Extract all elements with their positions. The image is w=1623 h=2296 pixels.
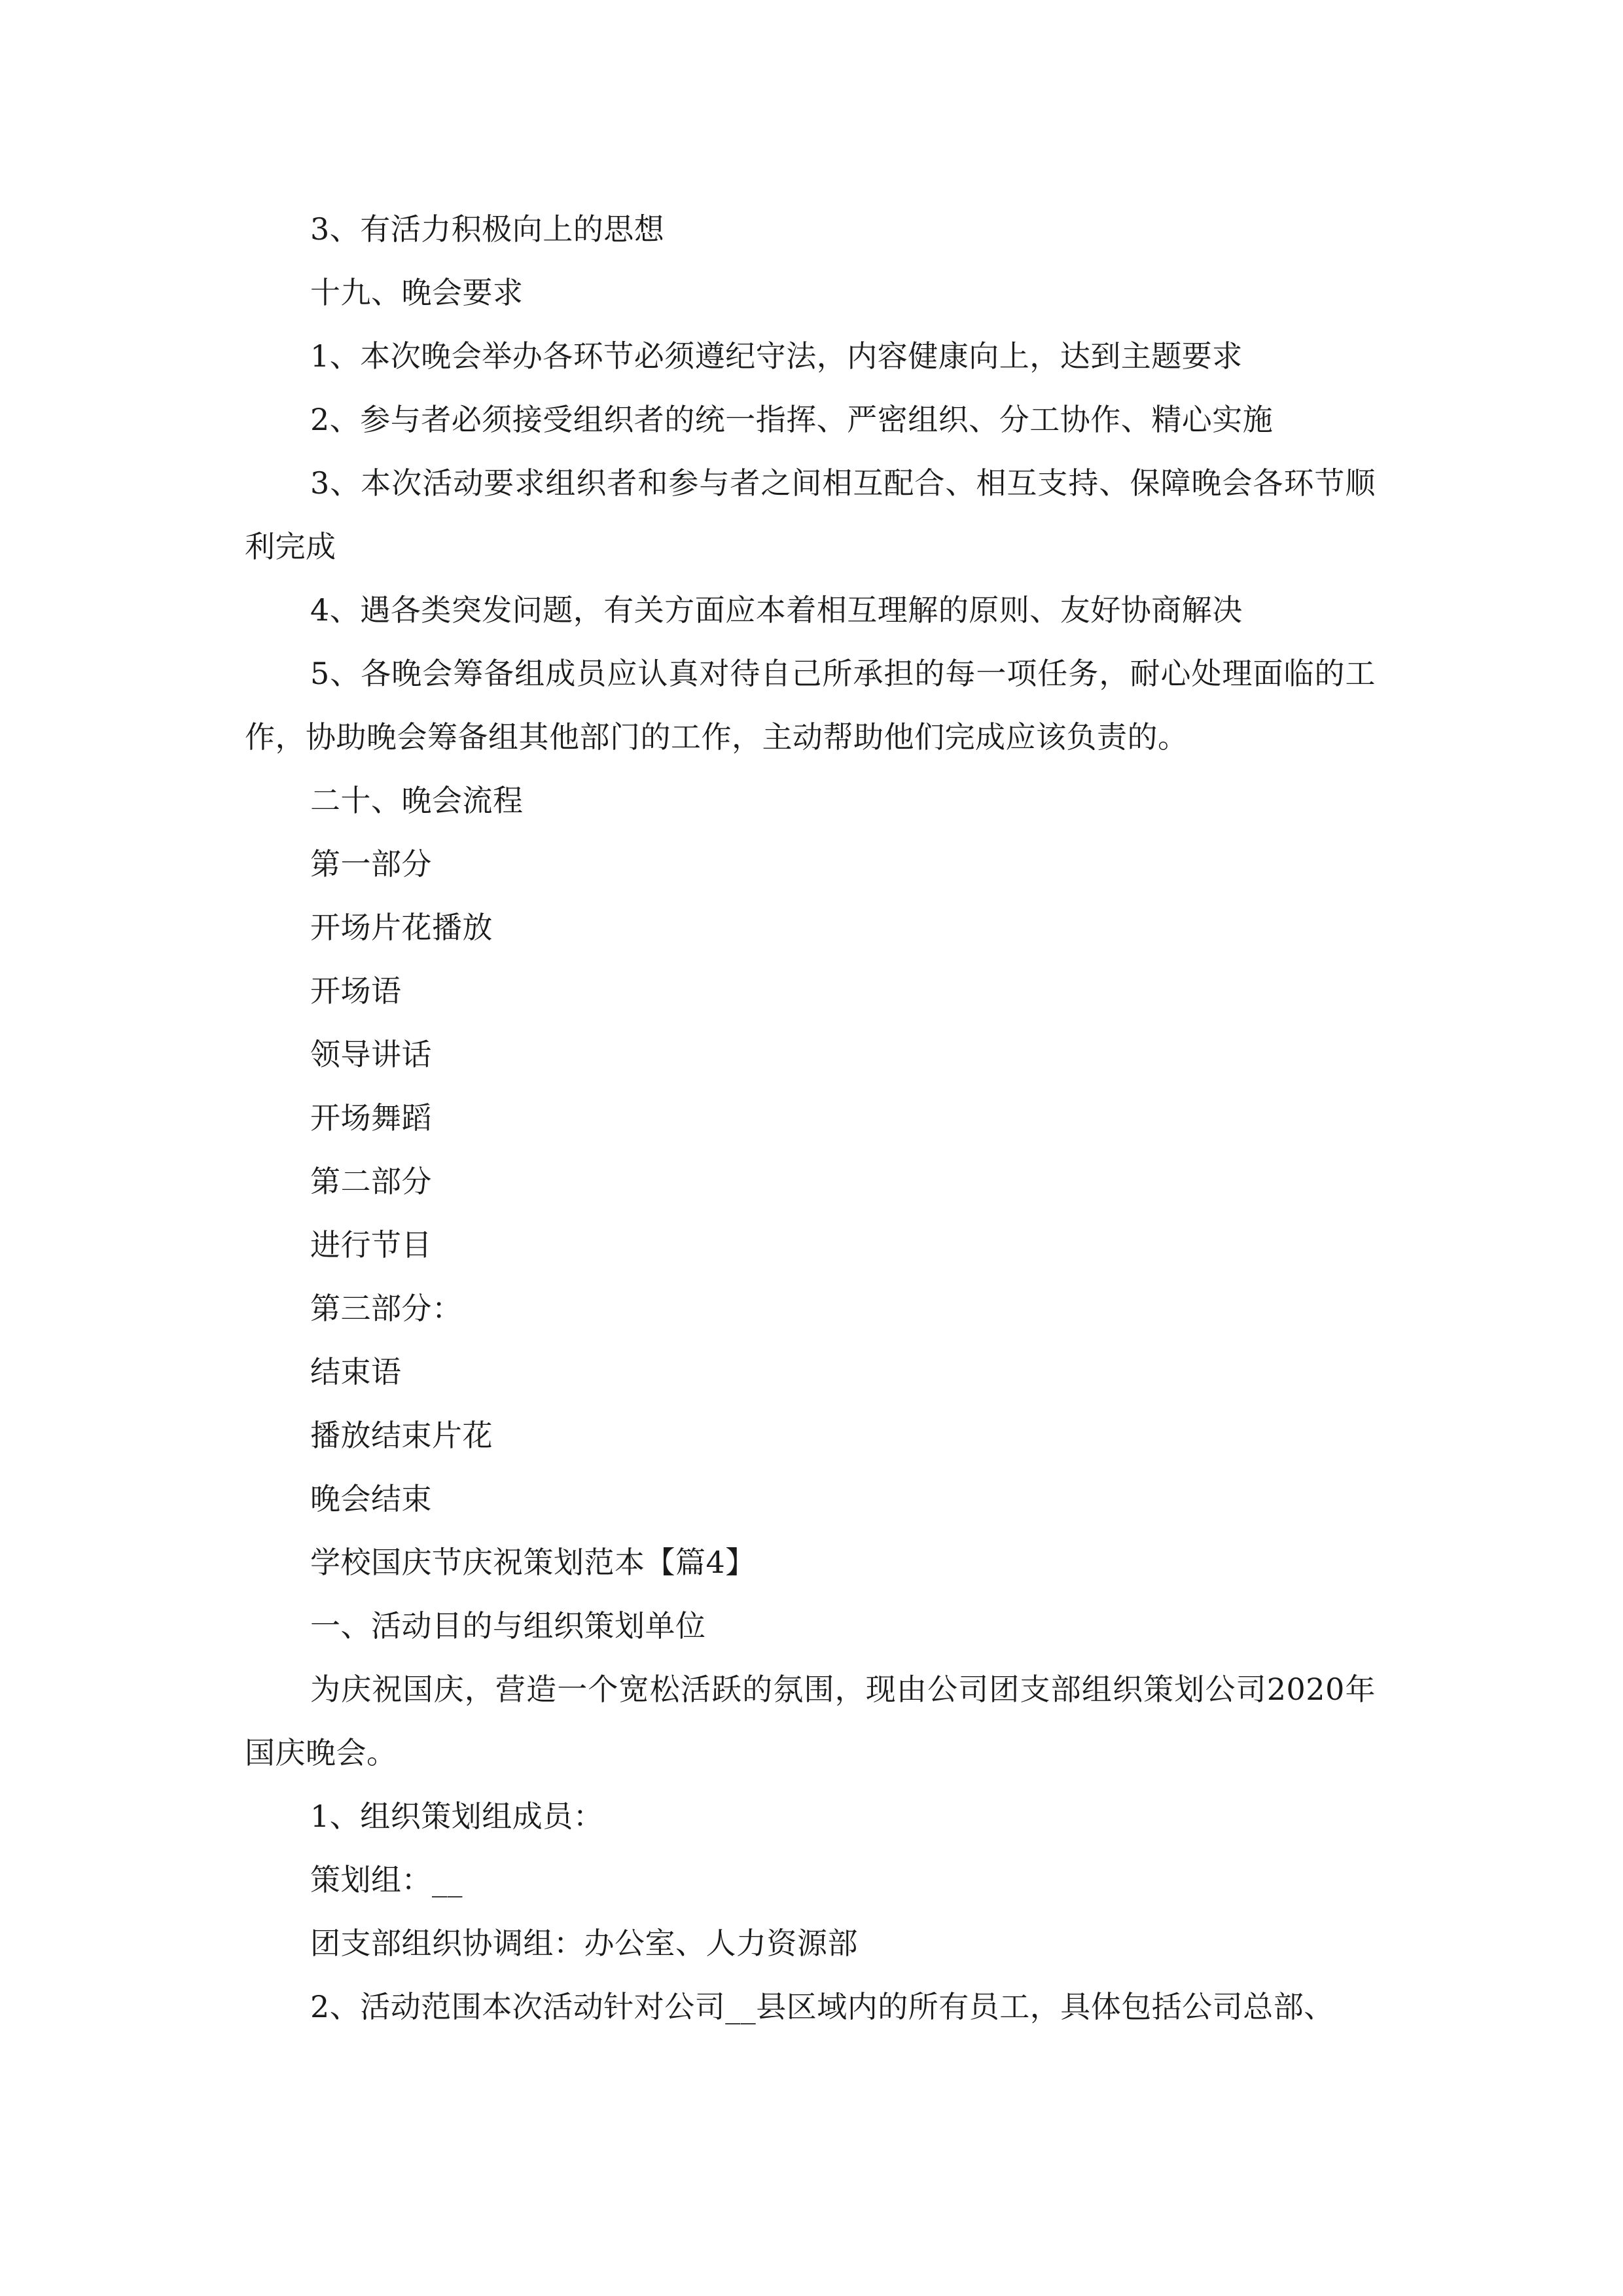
paragraph: 进行节目	[310, 1227, 432, 1263]
paragraph: 开场语	[310, 973, 402, 1009]
paragraph: 开场舞蹈	[310, 1100, 432, 1136]
paragraph: 1、组织策划组成员：	[310, 1799, 604, 1834]
paragraph: 团支部组织协调组：办公室、人力资源部	[310, 1926, 858, 1961]
paragraph: 5、各晚会筹备组成员应认真对待自己所承担的每一项任务，耐心处理面临的工作，协助晚会筹备组其他部门的工作，主动帮助他们完成应该负责的。	[245, 656, 1376, 755]
paragraph: 1、本次晚会举办各环节必须遵纪守法，内容健康向上，达到主题要求	[310, 338, 1243, 374]
paragraph: 4、遇各类突发问题，有关方面应本着相互理解的原则、友好协商解决	[310, 592, 1243, 628]
paragraph: 开场片花播放	[310, 910, 493, 945]
section-heading: 一、活动目的与组织策划单位	[310, 1608, 706, 1643]
document-body	[245, 198, 1376, 2039]
paragraph: 为庆祝国庆，营造一个宽松活跃的氛围，现由公司团支部组织策划公司2020年国庆晚会。	[245, 1672, 1376, 1770]
paragraph: 领导讲话	[310, 1037, 432, 1072]
paragraph: 2、活动范围本次活动针对公司__县区域内的所有员工，具体包括公司总部、	[310, 1989, 1334, 2024]
paragraph: 3、本次活动要求组织者和参与者之间相互配合、相互支持、保障晚会各环节顺利完成	[245, 465, 1376, 564]
paragraph: 播放结束片花	[310, 1418, 493, 1453]
paragraph: 晚会结束	[310, 1481, 432, 1516]
paragraph: 第二部分	[310, 1164, 432, 1199]
paragraph: 第一部分	[310, 846, 432, 882]
document-title: 学校国庆节庆祝策划范本【篇4】	[310, 1545, 756, 1580]
paragraph: 3、有活力积极向上的思想	[310, 211, 665, 247]
paragraph: 结束语	[310, 1354, 402, 1390]
section-heading: 十九、晚会要求	[310, 275, 524, 310]
paragraph: 第三部分：	[310, 1291, 463, 1326]
section-heading: 二十、晚会流程	[310, 783, 524, 818]
paragraph: 2、参与者必须接受组织者的统一指挥、严密组织、分工协作、精心实施	[310, 402, 1274, 437]
paragraph: 策划组：__	[310, 1862, 463, 1897]
